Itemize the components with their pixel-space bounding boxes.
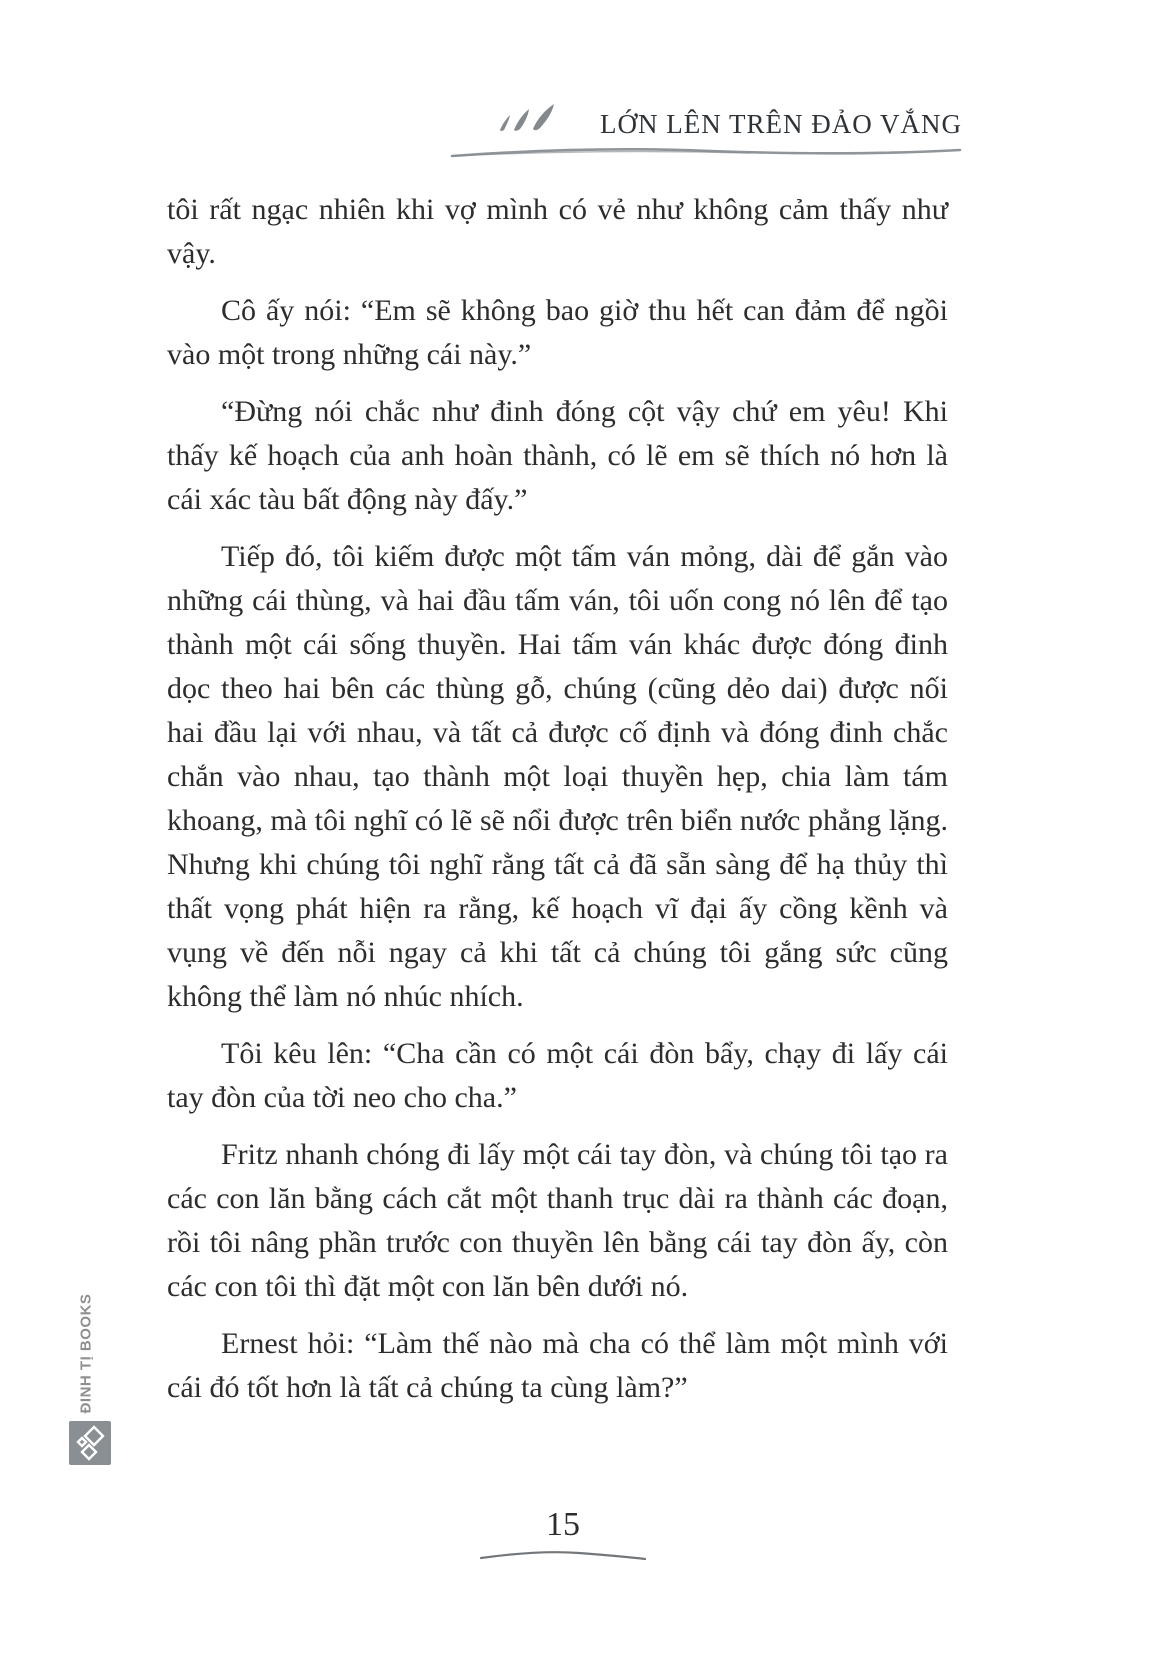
- paragraph: “Đừng nói chắc như đinh đóng cột vậy chứ em yêu! Khi thấy kế hoạch của anh hoàn thành, có lẽ em sẽ thích nó hơn là cái xác tàu bất động này đấy.”: [167, 395, 948, 516]
- swoosh-commas-icon: [496, 102, 584, 136]
- running-header: [450, 102, 962, 160]
- page-number: 15: [546, 1506, 580, 1543]
- publisher-name-vertical: [66, 1292, 106, 1414]
- paragraph: tôi rất ngạc nhiên khi vợ mình có vẻ như không cảm thấy như vậy.: [167, 193, 948, 270]
- paragraph: Fritz nhanh chóng đi lấy một cái tay đòn, và chúng tôi tạo ra các con lăn bằng cách cắt một thanh trục dài ra thành các đoạn, rồi tôi nâng phần trước con thuyền lên bằng cái tay đòn ấy, còn các con tôi thì đặt một con lăn bên dưới nó.: [167, 1138, 948, 1303]
- publisher-logo-icon: [69, 1421, 111, 1465]
- paragraph: Ernest hỏi: “Làm thế nào mà cha có thể làm một mình với cái đó tốt hơn là tất cả chúng ta cùng làm?”: [167, 1327, 948, 1404]
- paragraph: Tôi kêu lên: “Cha cần có một cái đòn bẩy, chạy đi lấy cái tay đòn của tời neo cho cha.”: [167, 1037, 948, 1114]
- header-curve-line: [450, 144, 962, 160]
- publisher-name: ĐINH TỊ BOOKS: [77, 1293, 95, 1413]
- paragraph: Cô ấy nói: “Em sẽ không bao giờ thu hết can đảm để ngồi vào một trong những cái này.”: [167, 294, 948, 371]
- footer-curve-line: [479, 1548, 647, 1562]
- book-title: LỚN LÊN TRÊN ĐẢO VẮNG: [600, 109, 962, 139]
- page-footer: [463, 1508, 663, 1562]
- body-text: [167, 188, 948, 1423]
- paragraph: Tiếp đó, tôi kiếm được một tấm ván mỏng, dài để gắn vào những cái thùng, và hai đầu tấm ván, tôi uốn cong nó lên để tạo thành một cái sống thuyền. Hai tấm ván khác được đóng đinh dọc theo hai bên các thùng gỗ, chúng (cũng dẻo dai) được nối hai đầu lại với nhau, và tất cả được cố định và đóng đinh chắc chắn vào nhau, tạo thành một loại thuyền hẹp, chia làm tám khoang, mà tôi nghĩ có lẽ sẽ nổi được trên biển nước phẳng lặng. Nhưng khi chúng tôi nghĩ rằng tất cả đã sẵn sàng để hạ thủy thì thất vọng phát hiện ra rằng, kế hoạch vĩ đại ấy cồng kềnh và vụng về đến nỗi ngay cả khi tất cả chúng tôi gắng sức cũng không thể làm nó nhúc nhích.: [167, 540, 948, 1013]
